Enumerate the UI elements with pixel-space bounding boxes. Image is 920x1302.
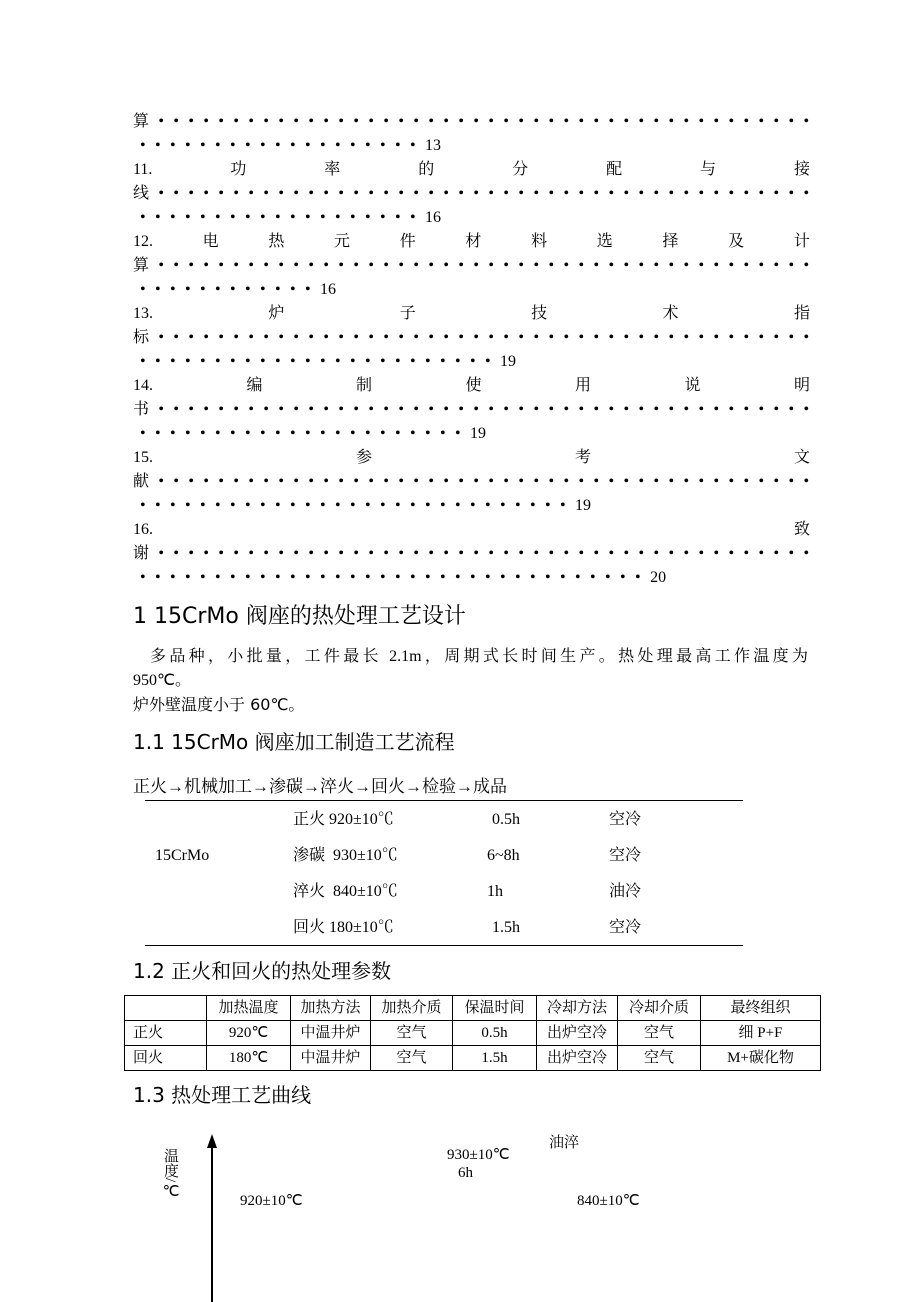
parameters-table — [124, 995, 821, 1071]
process-time: 1h — [487, 883, 503, 900]
toc-title-char: 热 — [268, 233, 285, 250]
subsection-heading: 1.2 正火和回火的热处理参数 — [133, 959, 392, 983]
material-label: 15CrMo — [155, 847, 210, 864]
toc-page-number: 20 — [650, 569, 667, 586]
table-cell: 0.5h — [453, 1021, 537, 1046]
toc-title-char: 技 — [531, 305, 548, 322]
toc-entry-number: 16. — [133, 521, 153, 538]
toc-page-number: 16 — [320, 281, 337, 298]
toc-dot-leader: •••••••••••••••••••••• — [140, 425, 471, 442]
toc-title-char: 编 — [246, 377, 263, 394]
toc-title-tail: 献•••••••••••••••••••••••••••••••••••••••••••• — [133, 473, 819, 490]
process-flow: 正火→机械加工→渗碳→淬火→回火→检验→成品 — [133, 777, 507, 796]
toc-page-line — [133, 350, 810, 374]
table-cell: 空气 — [371, 1021, 453, 1046]
toc-dot-leader: •••••••••••••••••••••••• — [140, 353, 501, 370]
toc-dot-leader: •••••••••••••••••••••••••••••••••• — [140, 569, 651, 586]
process-cooling: 油冷 — [609, 883, 642, 900]
toc-title-char: 致 — [793, 521, 810, 538]
toc-entry-title — [133, 302, 810, 326]
toc-title-char: 功 — [230, 161, 247, 178]
paragraph-line: 多品种，小批量，工件最长 2.1m，周期式长时间生产。热处理最高工作温度为 — [150, 648, 808, 665]
toc-entry-number: 14. — [133, 377, 153, 394]
quench-label: 油淬 — [549, 1135, 580, 1151]
toc-title-char: 术 — [662, 305, 679, 322]
toc-title-char: 考 — [574, 449, 591, 466]
table-header-cell: 加热方法 — [291, 996, 371, 1021]
toc-title-char: 子 — [399, 305, 416, 322]
process-time: 0.5h — [492, 811, 520, 828]
table-header-cell: 保温时间 — [453, 996, 537, 1021]
table-cell: 中温井炉 — [291, 1046, 371, 1071]
toc-title-tail: 标•••••••••••••••••••••••••••••••••••••••••••• — [133, 329, 819, 346]
subsection-heading: 1.3 热处理工艺曲线 — [133, 1083, 312, 1107]
toc-title-char: 文 — [793, 449, 810, 466]
table-row-header: 正火 — [125, 1021, 207, 1046]
toc-leader-line — [133, 326, 819, 350]
paragraph-line: 950℃。 — [133, 672, 191, 689]
toc-page-line — [133, 278, 810, 302]
toc-dot-leader: ••••••••••••••••••••••••••••• — [140, 497, 576, 514]
process-time: 6~8h — [487, 847, 520, 864]
toc-title-char: 元 — [334, 233, 351, 250]
toc-title-tail: 算•••••••••••••••••••••••••••••••••••••••••••• — [133, 113, 819, 130]
toc-title-char: 与 — [700, 161, 717, 178]
table-cell: M+碳化物 — [701, 1046, 821, 1071]
toc-title-char: 择 — [662, 233, 679, 250]
normalize-temp-label: 920±10℃ — [240, 1193, 303, 1209]
toc-leader-line — [133, 110, 819, 134]
toc-title-char: 说 — [684, 377, 701, 394]
toc-title-tail: 谢•••••••••••••••••••••••••••••••••••••••••••• — [133, 545, 819, 562]
toc-page-line — [133, 206, 810, 230]
table-cell: 出炉空冷 — [537, 1021, 618, 1046]
toc-page-number: 16 — [425, 209, 442, 226]
process-cooling: 空冷 — [609, 919, 642, 936]
toc-dot-leader: •••••••••••• — [140, 281, 321, 298]
toc-page-line — [133, 566, 810, 590]
toc-dot-leader: ••••••••••••••••••• — [140, 209, 426, 226]
toc-entry-title — [133, 446, 810, 470]
section-heading: 1 15CrMo 阀座的热处理工艺设计 — [133, 604, 466, 629]
toc-entry-title — [133, 230, 810, 254]
table-header-cell: 冷却方法 — [537, 996, 618, 1021]
table-header-row — [125, 996, 821, 1021]
toc-title-char: 选 — [596, 233, 613, 250]
table-of-contents — [133, 110, 819, 590]
toc-entry-number: 11. — [133, 161, 153, 178]
toc-page-number: 19 — [470, 425, 487, 442]
table-cell: 180℃ — [207, 1046, 291, 1071]
toc-title-char: 计 — [793, 233, 810, 250]
toc-leader-line — [133, 398, 819, 422]
toc-page-line — [133, 494, 810, 518]
toc-entry-title — [133, 158, 810, 182]
toc-title-char: 制 — [355, 377, 372, 394]
process-time: 1.5h — [492, 919, 520, 936]
y-axis-label: 温度/℃ — [162, 1148, 178, 1201]
toc-page-number: 19 — [500, 353, 517, 370]
table-header-cell: 冷却介质 — [618, 996, 701, 1021]
toc-title-char: 配 — [606, 161, 623, 178]
table-cell: 920℃ — [207, 1021, 291, 1046]
table-cell: 空气 — [618, 1046, 701, 1071]
process-cooling: 空冷 — [609, 811, 642, 828]
toc-title-char: 电 — [202, 233, 219, 250]
toc-leader-line — [133, 182, 819, 206]
toc-entry-title — [133, 374, 810, 398]
table-cell: 细 P+F — [701, 1021, 821, 1046]
process-step: 渗碳 930±10℃ — [293, 847, 398, 864]
toc-title-char: 参 — [355, 449, 372, 466]
carburize-temp-label: 930±10℃ — [447, 1147, 510, 1163]
table-top-rule — [145, 800, 743, 801]
toc-dot-leader: ••••••••••••••••••• — [140, 137, 426, 154]
toc-page-line — [133, 134, 810, 158]
quench-temp-label: 840±10℃ — [577, 1193, 640, 1209]
toc-page-number: 19 — [575, 497, 592, 514]
toc-title-char: 件 — [399, 233, 416, 250]
toc-title-char: 使 — [465, 377, 482, 394]
toc-leader-line — [133, 254, 819, 278]
process-step: 回火 180±10℃ — [293, 919, 394, 936]
toc-entry-number: 15. — [133, 449, 153, 466]
paragraph-line: 炉外壁温度小于 60℃。 — [133, 695, 305, 714]
toc-title-char: 指 — [793, 305, 810, 322]
toc-title-char: 接 — [793, 161, 810, 178]
toc-title-tail: 书•••••••••••••••••••••••••••••••••••••••••••• — [133, 401, 819, 418]
toc-title-char: 率 — [324, 161, 341, 178]
toc-title-tail: 算•••••••••••••••••••••••••••••••••••••••••••• — [133, 257, 819, 274]
process-step: 淬火 840±10℃ — [293, 883, 398, 900]
table-cell: 1.5h — [453, 1046, 537, 1071]
toc-title-char: 料 — [531, 233, 548, 250]
toc-title-char: 炉 — [268, 305, 285, 322]
table-cell: 空气 — [618, 1021, 701, 1046]
table-header-cell: 加热介质 — [371, 996, 453, 1021]
toc-title-char: 的 — [418, 161, 435, 178]
table-row — [125, 1021, 821, 1046]
toc-entry-number: 13. — [133, 305, 153, 322]
toc-entry-title — [133, 518, 810, 542]
carburize-time-label: 6h — [458, 1165, 473, 1181]
toc-title-char: 分 — [512, 161, 529, 178]
toc-entry-number: 12. — [133, 233, 153, 250]
table-cell: 出炉空冷 — [537, 1046, 618, 1071]
process-step: 正火 920±10℃ — [293, 811, 394, 828]
toc-title-tail: 线•••••••••••••••••••••••••••••••••••••••••••• — [133, 185, 819, 202]
toc-title-char: 用 — [574, 377, 591, 394]
process-cooling: 空冷 — [609, 847, 642, 864]
toc-leader-line — [133, 470, 819, 494]
toc-page-line — [133, 422, 810, 446]
toc-title-char: 明 — [793, 377, 810, 394]
table-bottom-rule — [145, 945, 743, 946]
toc-title-char: 材 — [465, 233, 482, 250]
table-row-header: 回火 — [125, 1046, 207, 1071]
table-corner-cell — [125, 996, 207, 1021]
table-header-cell: 加热温度 — [207, 996, 291, 1021]
table-cell: 空气 — [371, 1046, 453, 1071]
toc-title-char: 及 — [728, 233, 745, 250]
toc-leader-line — [133, 542, 819, 566]
table-cell: 中温井炉 — [291, 1021, 371, 1046]
toc-page-number: 13 — [425, 137, 442, 154]
temperature-axis — [211, 1146, 213, 1302]
table-row — [125, 1046, 821, 1071]
table-header-cell: 最终组织 — [701, 996, 821, 1021]
subsection-heading: 1.1 15CrMo 阀座加工制造工艺流程 — [133, 730, 455, 754]
